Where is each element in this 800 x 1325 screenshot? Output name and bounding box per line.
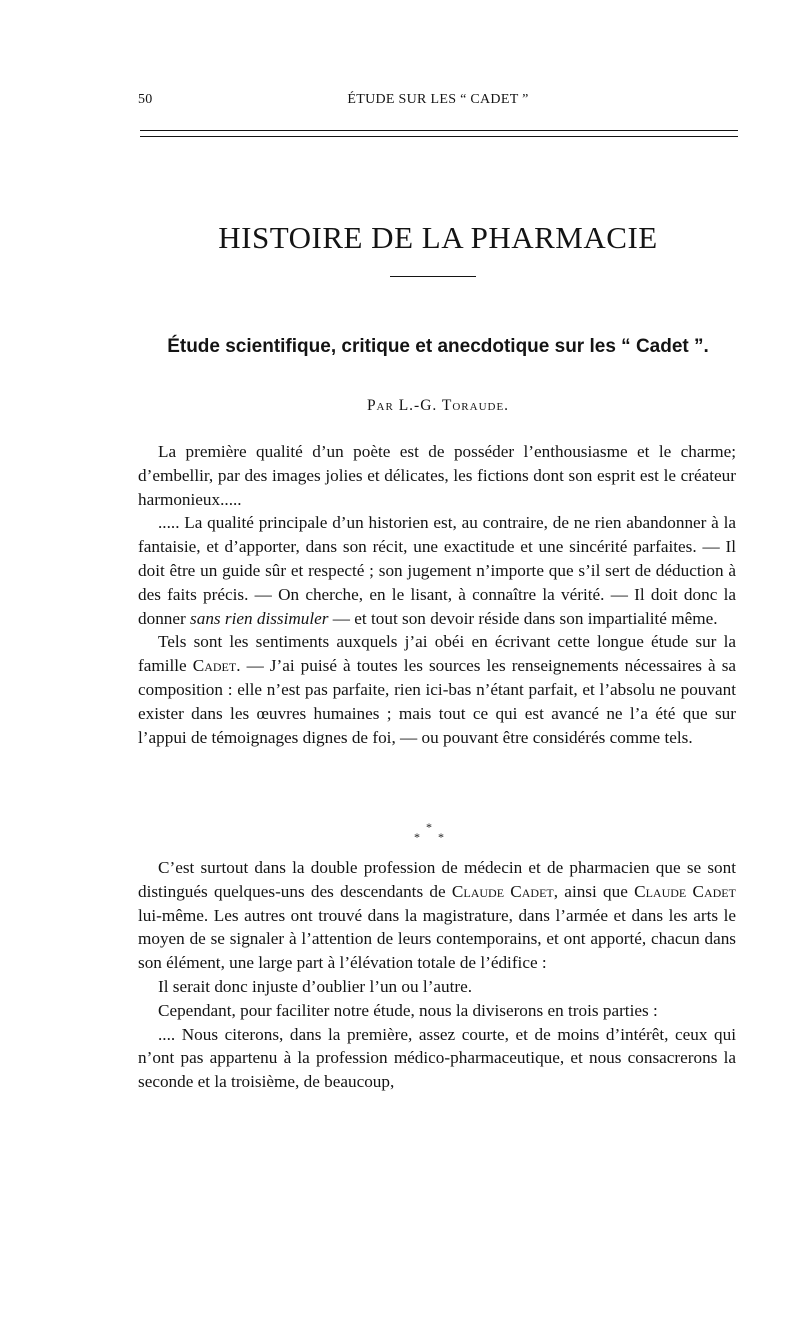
paragraph-text: — et tout son devoir réside dans son impartialité même. bbox=[332, 608, 718, 628]
paragraph-text: ..... La qualité principale d’un historien est, au contraire, de ne rien abandonner à la fantaisie, et d’apporter, dans son récit, une exactitude et une sincérité parfaites. — Il doit être un guide sûr et respecté ; son jugement n’importe que s’il sert de déduction à des faits précis. — On cherche, en le lisant, à connaître la vérité. — Il doit donc la donner bbox=[138, 513, 736, 628]
running-title: ÉTUDE SUR LES “ CADET ” bbox=[347, 92, 529, 107]
paragraph bbox=[138, 975, 736, 999]
byline bbox=[138, 397, 738, 415]
byline-text: Par L.-G. Toraude. bbox=[366, 397, 510, 414]
proper-name: Claude Cadet bbox=[451, 881, 554, 901]
paragraph-text: Cependant, pour faciliter notre étude, nous la diviserons en trois parties : bbox=[158, 1000, 658, 1020]
paragraph bbox=[138, 1023, 736, 1094]
paragraph bbox=[138, 856, 736, 975]
paragraph-text: Tels sont les sentiments auxquels j’ai obéi en écrivant cette longue étude sur la famille bbox=[138, 632, 736, 676]
asterism bbox=[400, 820, 460, 846]
paragraph bbox=[138, 511, 736, 630]
paragraph-text: lui-même. Les autres ont trouvé dans la magistrature, dans l’armée et dans les arts le moyen de se signaler à l’attention de leurs contemporains, et ont apporté, chacun dans son élément, une large part à l’élévation totale de l’édifice : bbox=[138, 905, 736, 973]
page-number: 50 bbox=[138, 92, 153, 107]
header-rule bbox=[140, 130, 738, 131]
paragraph-text: C’est surtout dans la double profession de médecin et de pharmacien que se sont distingués quelques-uns des descendants de bbox=[138, 858, 736, 901]
article-subtitle: Étude scientifique, critique et anecdotique sur les “ Cadet ”. bbox=[167, 336, 709, 357]
paragraph bbox=[138, 630, 736, 749]
asterism-star: * bbox=[438, 830, 444, 844]
proper-name: Cadet bbox=[192, 656, 237, 676]
body-section-1 bbox=[138, 440, 736, 749]
paragraph-text: .... Nous citerons, dans la première, assez courte, et de moins d’intérêt, ceux qui n’ont pas appartenu à la profession médico-pharmaceutique, et nous consacrerons la seconde et la troisième, de beaucoup, bbox=[138, 1024, 736, 1092]
asterism-star: * bbox=[414, 830, 420, 844]
title-rule bbox=[390, 276, 476, 277]
header-rule bbox=[140, 136, 738, 137]
proper-name: Claude Cadet bbox=[634, 881, 736, 901]
body-section-2 bbox=[138, 856, 736, 1094]
running-head bbox=[138, 92, 738, 114]
italic-phrase: sans rien dissimuler bbox=[190, 608, 329, 628]
paragraph-text: Il serait donc injuste d’oublier l’un ou l’autre. bbox=[158, 976, 473, 996]
paragraph bbox=[138, 999, 736, 1023]
paragraph-text: . — J’ai puisé à toutes les sources les renseignements nécessaires à sa composition : elle n’est pas parfaite, rien ici-bas n’étant parfait, et l’absolu ne pouvant exister dans les œuvres humaines ; mais tout ce qui est avancé ne l’a été que sur l’appui de témoignages dignes de foi, — ou pouvant être considérés comme tels. bbox=[138, 656, 737, 747]
paragraph-text: , ainsi que bbox=[553, 881, 628, 901]
article-title: HISTOIRE DE LA PHARMACIE bbox=[218, 220, 658, 255]
paragraph bbox=[138, 440, 736, 511]
asterism-star: * bbox=[426, 820, 432, 834]
paragraph-text: La première qualité d’un poète est de posséder l’enthousiasme et le charme; d’embellir, par des images jolies et délicates, les fictions dont son esprit est le créateur harmonieux..... bbox=[138, 442, 736, 509]
